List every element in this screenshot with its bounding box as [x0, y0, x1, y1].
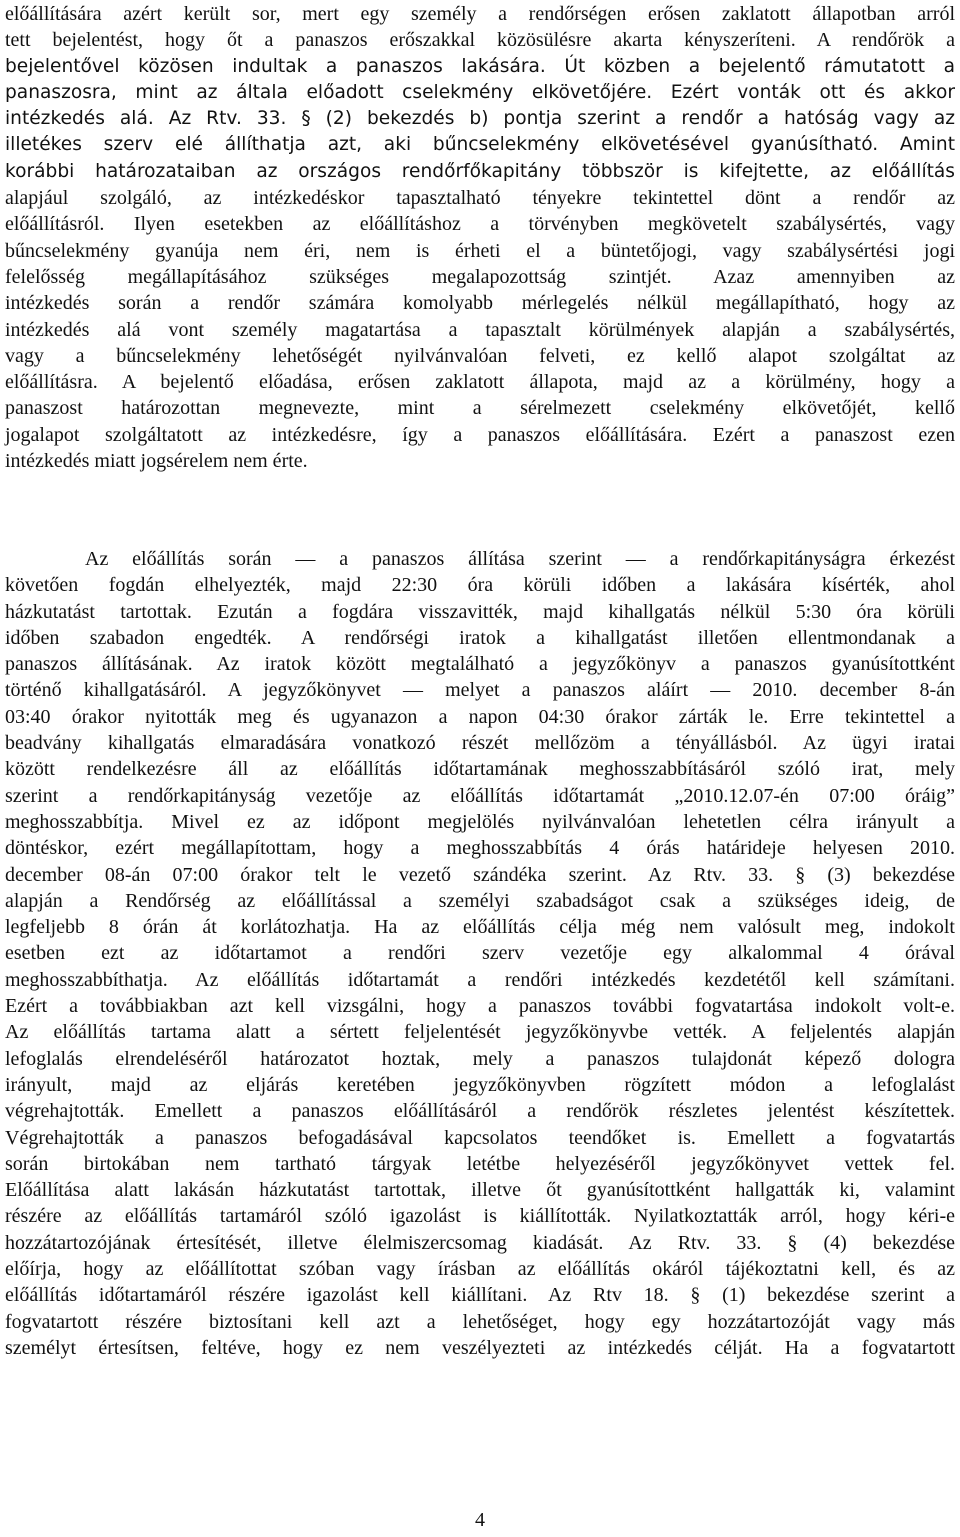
- text-line: intézkedés során a rendőr számára komolyabb mérlegelés nélkül megállapítható, hogy az: [5, 292, 955, 315]
- text-line: döntéskor, ezért megállapítottam, hogy a meghosszabbítás 4 órás határideje helyesen 2010.: [5, 837, 955, 860]
- text-line: alapján a Rendőrség az előállítással a személyi szabadságot csak a szükséges ideig, de: [5, 889, 955, 912]
- text-line: panaszos állításának. Az iratok között megtalálható a jegyzőkönyv a panaszos gyanúsítottként: [5, 653, 955, 676]
- text-line: részére az előállítás tartamáról szóló igazolást is kiállították. Nyilatkoztatták arról, hogy kéri-e: [5, 1205, 955, 1228]
- text-line: meghosszabbítja. Mivel ez az időpont megjelölés nyilvánvalóan lehetetlen célra irányult a: [5, 810, 955, 833]
- text-line: előállítás időtartamáról részére igazolást kell kiállítani. Az Rtv 18. § (1) bekezdése szerint a: [5, 1284, 955, 1307]
- text-line: bűncselekmény gyanúja nem éri, nem is érheti el a büntetőjogi, vagy szabálysértési jogi: [5, 239, 955, 262]
- text-line: illetékes szerv elé állíthatja azt, aki bűncselekmény elkövetésével gyanúsítható. Amint: [5, 134, 955, 156]
- text-line: jogalapot szolgáltatott az intézkedésre, így a panaszos előállítására. Ezért a panaszost ezen: [5, 423, 955, 446]
- text-line: követően fogdán elhelyezték, majd 22:30 óra körüli időben a lakására kísérték, ahol: [5, 574, 955, 597]
- paragraph-1: [5, 1, 955, 474]
- text-line: Előállítása alatt lakásán házkutatást tartottak, illetve őt gyanúsítottként hallgatták ki, valamint: [5, 1179, 955, 1202]
- text-line: felelősség megállapításához szükséges megalapozottság szintjét. Azaz amennyiben az: [5, 265, 955, 288]
- paragraph-2: [5, 546, 955, 1361]
- text-line: szerint a rendőrkapitányság vezetője az előállítás időtartamát „2010.12.07-én 07:00 óráig”: [5, 784, 955, 807]
- text-line: intézkedés alá vont személy magatartása a tapasztalt körülmények alapján a szabálysértés,: [5, 318, 955, 341]
- text-line: Az előállítás tartama alatt a sértett feljelentését jegyzőkönyvbe vették. A feljelentés alapján: [5, 1021, 955, 1044]
- text-line: házkutatást tartottak. Ezután a fogdára visszavitték, majd kihallgatás nélkül 5:30 óra körüli: [5, 600, 955, 623]
- text-line: irányult, majd az eljárás keretében jegyzőkönyvben rögzített módon a lefoglalást: [5, 1073, 955, 1096]
- text-line: végrehajtották. Emellett a panaszos előállításáról a rendőrök részletes jelentést készítettek.: [5, 1100, 955, 1123]
- text-line: vagy a bűncselekmény lehetőségét nyilvánvalóan felveti, ez kellő alapot szolgáltat az: [5, 344, 955, 367]
- text-line: Végrehajtották a panaszos befogadásával kapcsolatos teendőket is. Emellett a fogvatartás: [5, 1126, 955, 1149]
- text-line: időben szabadon engedték. A rendőrségi iratok a kihallgatást illetően ellentmondanak a: [5, 626, 955, 649]
- text-line: között rendelkezésre áll az előállítás időtartamának meghosszabbításáról szóló irat, mely: [5, 758, 955, 781]
- text-line: Az előállítás során — a panaszos állítása szerint — a rendőrkapitányságra érkezést: [85, 548, 955, 570]
- text-line: legfeljebb 8 órán át korlátozhatja. Ha az előállítás célja még nem valósult meg, indokolt: [5, 916, 955, 939]
- text-line: során birtokában nem tartható tárgyak letétbe helyezéséről jegyzőkönyvet vettek fel.: [5, 1152, 955, 1175]
- text-line: bejelentővel közösen indultak a panaszos lakására. Út közben a bejelentő rámutatott a: [5, 55, 955, 77]
- text-line: személyt értesítsen, feltéve, hogy ez nem veszélyezteti az intézkedés célját. Ha a fogvatartott: [5, 1336, 955, 1359]
- text-line: Ezért a továbbiakban azt kell vizsgálni, hogy a panaszos további fogvatartása indokolt volt-e.: [5, 995, 955, 1018]
- text-line: december 08-án 07:00 órakor telt le vezető szándéka szerint. Az Rtv. 33. § (3) bekezdése: [5, 863, 955, 886]
- text-line: panaszosra, mint az általa előadott cselekmény elkövetőjére. Ezért vonták ott és akkor: [5, 81, 955, 103]
- text-line: alapjául szolgáló, az intézkedéskor tapasztalható tényekre tekintettel dönt a rendőr az: [5, 187, 955, 210]
- text-line: előállításra. A bejelentő előadása, erősen zaklatott állapota, majd az a körülmény, hogy a: [5, 371, 955, 394]
- text-line: panaszost határozottan megnevezte, mint a sérelmezett cselekmény elkövetőjét, kellő: [5, 397, 955, 420]
- page-number: 4: [475, 1509, 485, 1531]
- text-line: intézkedés miatt jogsérelem nem érte.: [5, 450, 308, 473]
- text-line: tett bejelentést, hogy őt a panaszos erőszakkal közösülésre akarta kényszeríteni. A rendőrök a: [5, 29, 955, 52]
- text-line: lefoglalás elrendeléséről határozatot hoztak, mely a panaszos tulajdonát képező dologra: [5, 1047, 955, 1070]
- text-line: előírja, hogy az előállítottat szóban vagy írásban az előállítás okáról tájékoztatni kell, és az: [5, 1258, 955, 1281]
- text-line: intézkedés alá. Az Rtv. 33. § (2) bekezdés b) pontja szerint a rendőr a hatóság vagy az: [5, 108, 955, 130]
- text-line: történő kihallgatásáról. A jegyzőkönyvet — melyet a panaszos aláírt — 2010. december 8-án: [5, 679, 955, 702]
- text-line: hozzátartozójának értesítését, illetve élelmiszercsomag kiadását. Az Rtv. 33. § (4) bekezdése: [5, 1231, 955, 1254]
- text-line: előállítására azért került sor, mert egy személy a rendőrségen erősen zaklatott állapotban arról: [5, 3, 955, 25]
- text-line: beadvány kihallgatás elmaradására vonatkozó részét mellőzöm a tényállásból. Az ügyi iratai: [5, 732, 955, 755]
- text-line: meghosszabbíthatja. Az előállítás időtartamát a rendőri intézkedés kezdetétől kell számítani.: [5, 968, 955, 991]
- text-line: előállításról. Ilyen esetekben az előállításhoz a törvényben megkövetelt szabálysértés, vagy: [5, 213, 955, 236]
- text-line: korábbi határozataiban az országos rendőrfőkapitány többször is kifejtette, az előállítás: [5, 160, 955, 182]
- text-line: fogvatartott részére biztosítani kell azt a lehetőséget, hogy egy hozzátartozóját vagy más: [5, 1310, 955, 1333]
- text-line: 03:40 órakor nyitották meg és ugyanazon a napon 04:30 órakor zárták le. Erre tekintettel a: [5, 705, 955, 728]
- text-line: esetben ezt az időtartamot a rendőri szerv vezetője egy alkalommal 4 órával: [5, 942, 955, 965]
